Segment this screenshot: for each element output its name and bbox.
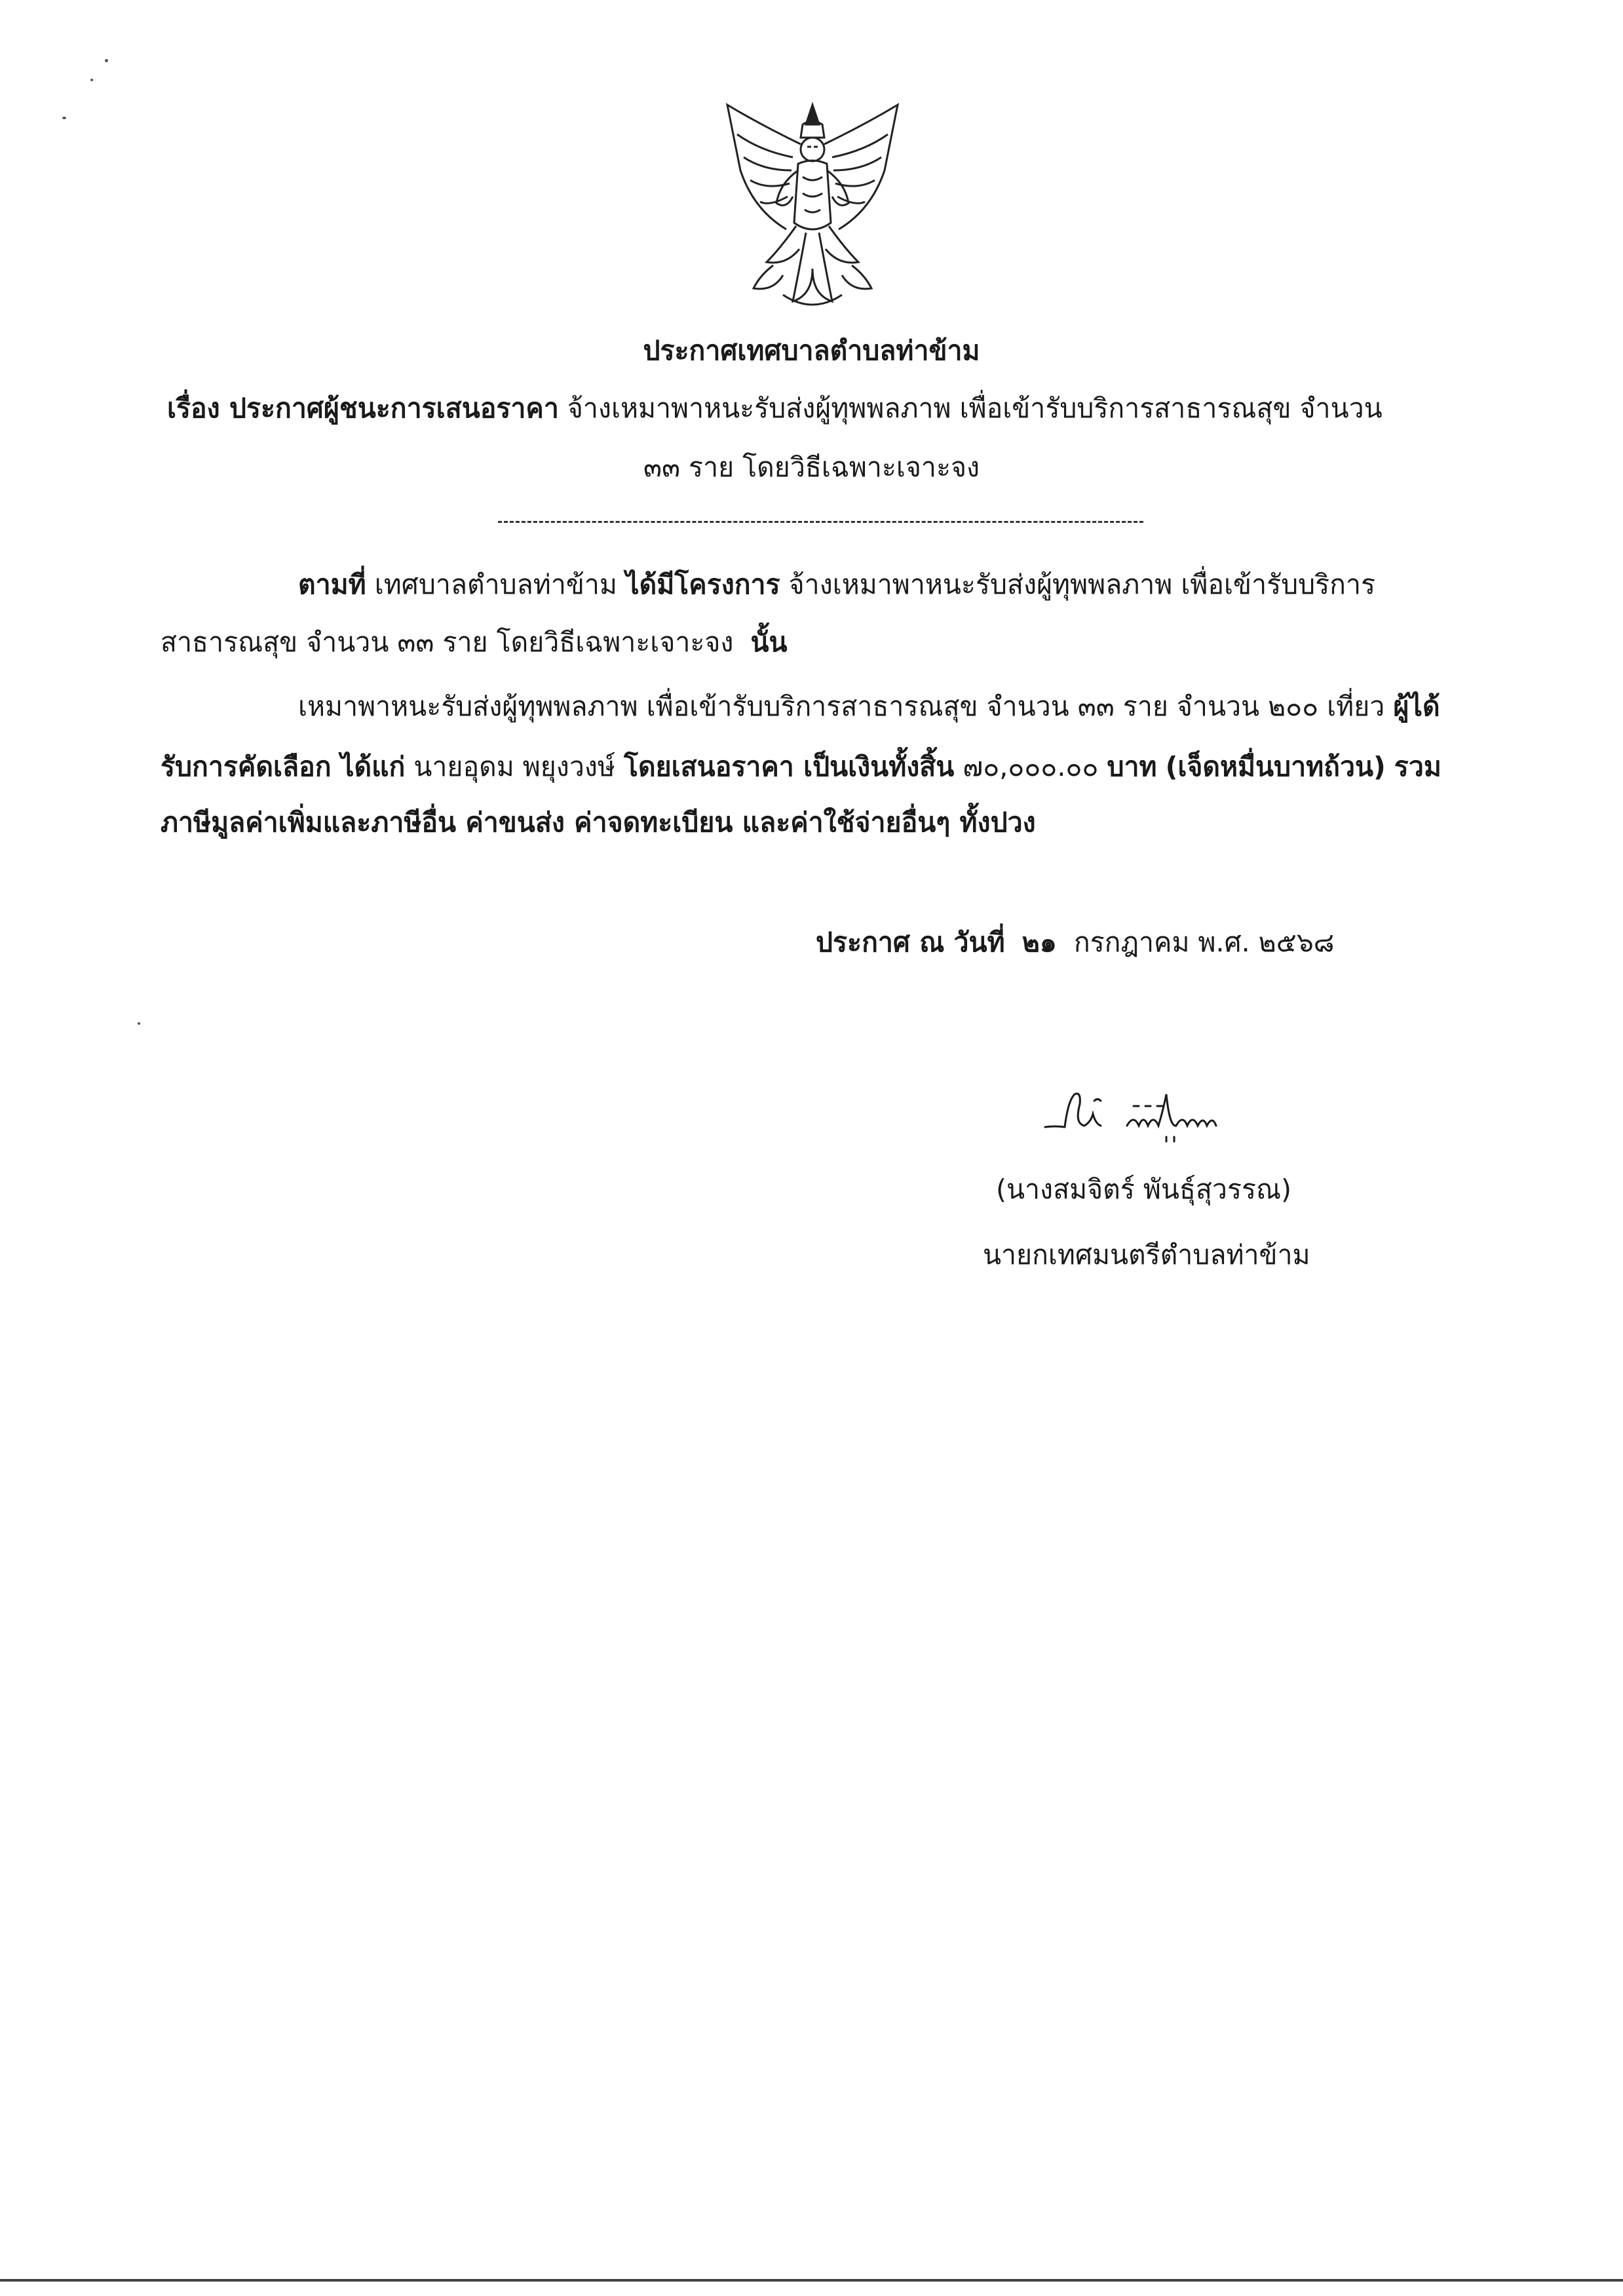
signer-position: นายกเทศมนตรีตำบลท่าข้าม (983, 1239, 1310, 1271)
subject-label: เรื่อง ประกาศผู้ชนะการเสนอราคา (167, 392, 559, 424)
p2-line1-text: เหมาพาหนะรับส่งผู้ทุพพลภาพ เพื่อเข้ารับบริการสาธารณสุข จำนวน ๓๓ ราย จำนวน ๒๐๐ เที่ยว (298, 691, 1385, 722)
p2-winner: นายอุดม พยุงวงษ์ (413, 751, 615, 782)
paragraph-1-line-2 (161, 622, 788, 662)
p2-amount: ๗๐,๐๐๐.๐๐ (963, 751, 1099, 782)
subject-line-1 (167, 389, 1383, 428)
p2-line2-b: โดยเสนอราคา เป็นเงินทั้งสิ้น (623, 751, 955, 782)
p1-project: จ้างเหมาพาหนะรับส่งผู้ทุพพลภาพ เพื่อเข้ารับบริการ (788, 569, 1376, 600)
garuda-emblem-icon (714, 98, 911, 321)
p2-line2-d: รวม (1394, 751, 1442, 782)
p2-line2-c: บาท (1107, 751, 1157, 782)
subject-line-2: ๓๓ ราย โดยวิธีเฉพาะเจาะจง (643, 451, 980, 483)
paragraph-2-line-2 (161, 747, 1442, 786)
scan-speck (62, 117, 66, 119)
date-prefix: ประกาศ ณ วันที่ (816, 927, 1005, 958)
p2-line2-a: รับการคัดเลือก ได้แก่ (161, 751, 406, 782)
signer-name: (นางสมจิตร์ พันธุ์สุวรรณ) (996, 1174, 1292, 1205)
p1-line2-end: นั้น (750, 626, 788, 658)
date-day: ๒๑ (1022, 927, 1057, 958)
date-month-year: กรกฎาคม พ.ศ. ๒๕๖๘ (1073, 927, 1335, 958)
p1-line2-text: สาธารณสุข จำนวน ๓๓ ราย โดยวิธีเฉพาะเจาะจง (161, 626, 734, 658)
paragraph-2-line-3: ภาษีมูลค่าเพิ่มและภาษีอื่น ค่าขนส่ง ค่าจดทะเบียน และค่าใช้จ่ายอื่นๆ ทั้งปวง (161, 807, 1036, 838)
p2-amount-words: (เจ็ดหมื่นบาทถ้วน) (1165, 751, 1386, 782)
scan-speck (90, 79, 93, 81)
issuer-title: ประกาศเทศบาลตำบลท่าข้าม (643, 335, 980, 366)
handwritten-signature (1035, 1075, 1297, 1153)
p1-org: เทศบาลตำบลท่าข้าม (374, 569, 617, 600)
subject-text: จ้างเหมาพาหนะรับส่งผู้ทุพพลภาพ เพื่อเข้ารับบริการสาธารณสุข จำนวน (567, 392, 1383, 424)
p2-line1-end: ผู้ได้ (1393, 691, 1440, 722)
scan-speck (105, 59, 108, 62)
p1-lead: ตามที่ (298, 569, 366, 600)
divider-rule (498, 521, 1143, 523)
p1-bold: ได้มีโครงการ (625, 569, 780, 600)
paragraph-2-line-1 (298, 687, 1440, 726)
date-line (816, 923, 1334, 962)
scan-speck (138, 1022, 140, 1025)
page-bottom-edge (0, 2279, 1623, 2282)
paragraph-1-line-1 (298, 565, 1375, 604)
